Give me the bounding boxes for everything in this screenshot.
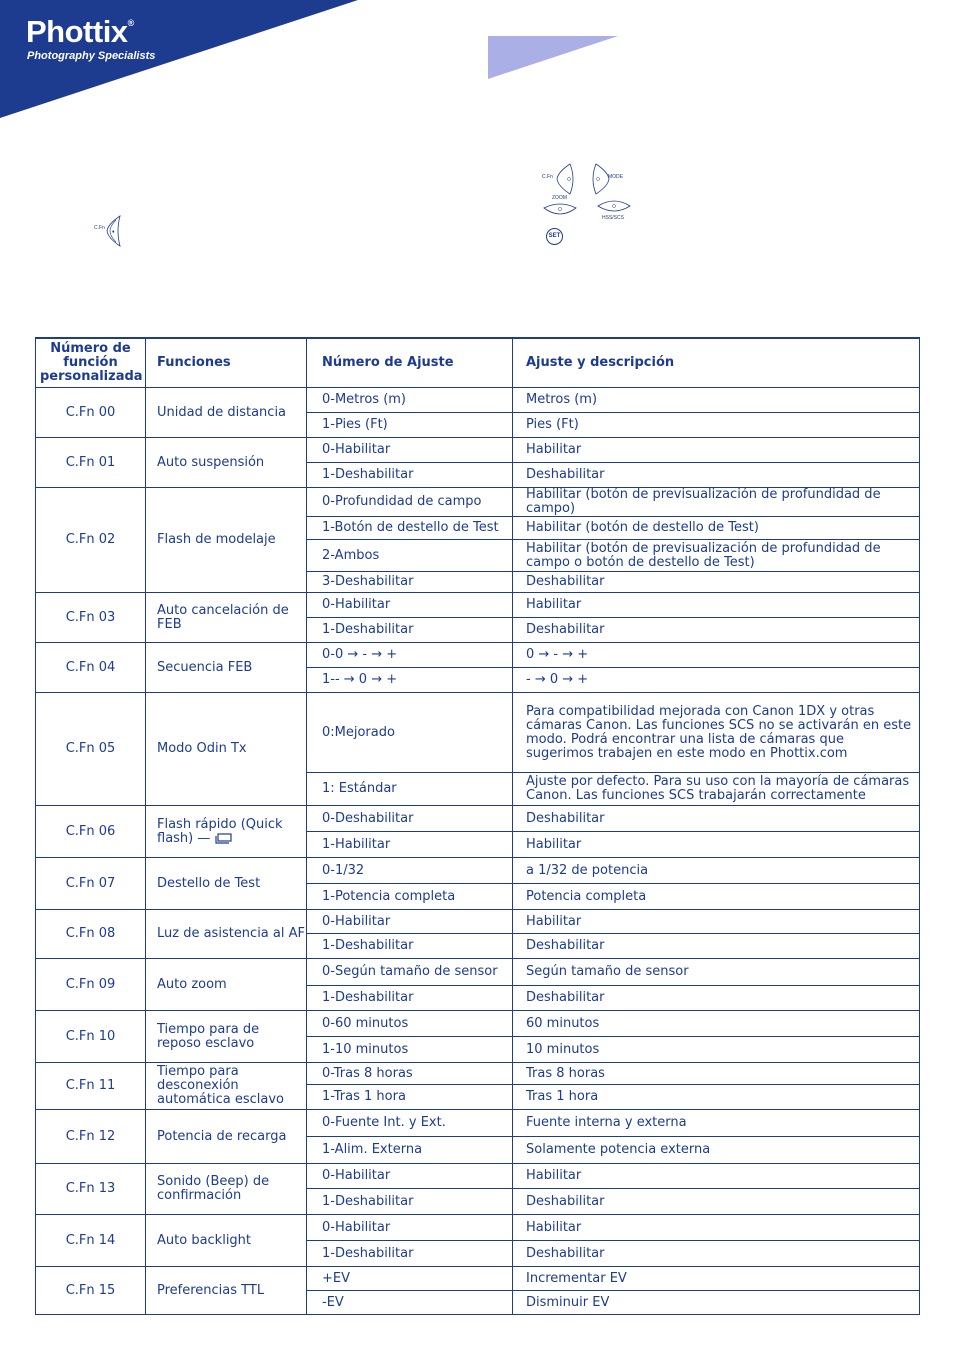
brand-tagline: Photography Specialists — [27, 50, 156, 62]
function-name — [146, 643, 307, 693]
setting-description: Fuente interna y externa — [513, 1110, 920, 1137]
setting-value: 1-Deshabilitar — [307, 618, 513, 643]
setting-description: Deshabilitar — [513, 618, 920, 643]
setting-value: 1-Deshabilitar — [307, 986, 513, 1011]
setting-description: Deshabilitar — [513, 1189, 920, 1215]
function-name — [146, 1011, 307, 1063]
setting-description: Pies (Ft) — [513, 413, 920, 438]
setting-value: 0-Habilitar — [307, 910, 513, 934]
function-number: C.Fn 13 — [36, 1164, 146, 1215]
function-name — [146, 593, 307, 643]
setting-value: 1-Alim. Externa — [307, 1137, 513, 1164]
function-name-text: Sonido (Beep) de confirmación — [157, 1174, 270, 1203]
function-number: C.Fn 01 — [36, 438, 146, 488]
function-name-text: Flash de modelaje — [157, 532, 276, 547]
function-name — [146, 1110, 307, 1164]
function-name — [146, 959, 307, 1011]
header-function: Funciones — [146, 338, 307, 388]
function-name — [146, 1164, 307, 1215]
function-name — [146, 1063, 307, 1110]
setting-value: 0-60 minutos — [307, 1011, 513, 1037]
setting-description: Habilitar (botón de previsualización de profundidad de campo) — [513, 488, 920, 517]
setting-description: Potencia completa — [513, 884, 920, 910]
table-row — [36, 438, 920, 463]
setting-value: 0-0 → - → + — [307, 643, 513, 668]
table-row — [36, 643, 920, 668]
setting-value: 1: Estándar — [307, 773, 513, 806]
left-arrow-button-icon — [94, 214, 128, 248]
setting-description: Deshabilitar — [513, 934, 920, 959]
function-name — [146, 806, 307, 858]
function-number: C.Fn 09 — [36, 959, 146, 1011]
setting-value: 0-Metros (m) — [307, 388, 513, 413]
setting-value: 1-Tras 1 hora — [307, 1085, 513, 1110]
function-number: C.Fn 05 — [36, 693, 146, 806]
setting-value: 1-Deshabilitar — [307, 463, 513, 488]
setting-value: 0-Fuente Int. y Ext. — [307, 1110, 513, 1137]
setting-description: Incrementar EV — [513, 1267, 920, 1291]
function-name-text: Auto cancelación de FEB — [157, 602, 289, 632]
setting-value: 1-Deshabilitar — [307, 1189, 513, 1215]
function-name-text: Luz de asistencia al AF — [157, 926, 305, 941]
function-number: C.Fn 08 — [36, 910, 146, 959]
function-name — [146, 438, 307, 488]
table-row — [36, 388, 920, 413]
setting-value: 0-Habilitar — [307, 1164, 513, 1189]
set-button-icon: SET — [546, 228, 563, 245]
table-row — [36, 593, 920, 618]
custom-functions-table — [35, 337, 920, 1315]
table-row — [36, 1267, 920, 1291]
setting-description: Solamente potencia externa — [513, 1137, 920, 1164]
quick-flash-icon — [214, 832, 234, 844]
zoom-key-icon — [542, 200, 578, 220]
header-setting: Número de Ajuste — [307, 338, 513, 388]
function-name — [146, 910, 307, 959]
function-name — [146, 1267, 307, 1315]
brand-logo: Phottix® — [26, 14, 134, 49]
function-name — [146, 858, 307, 910]
table-row — [36, 910, 920, 934]
table-row — [36, 1164, 920, 1189]
setting-description: 10 minutos — [513, 1037, 920, 1063]
function-name-text: Unidad de distancia — [157, 404, 287, 420]
setting-value: 0-Habilitar — [307, 438, 513, 463]
function-number: C.Fn 06 — [36, 806, 146, 858]
setting-description: Deshabilitar — [513, 806, 920, 832]
setting-value: 0-Según tamaño de sensor — [307, 959, 513, 986]
control-pad-illustration: C.Fn MODE ZOOM HSS/SCS SET — [540, 160, 640, 250]
function-name-text: Auto zoom — [157, 976, 227, 992]
setting-description: Tras 8 horas — [513, 1063, 920, 1085]
setting-description: Tras 1 hora — [513, 1085, 920, 1110]
setting-description: Habilitar — [513, 593, 920, 618]
function-name — [146, 488, 307, 593]
table-row — [36, 693, 920, 773]
setting-value: 1-Pies (Ft) — [307, 413, 513, 438]
function-number: C.Fn 04 — [36, 643, 146, 693]
function-name — [146, 388, 307, 438]
setting-value: 1-Deshabilitar — [307, 1241, 513, 1267]
decorative-wedge — [488, 36, 620, 80]
function-number: C.Fn 11 — [36, 1063, 146, 1110]
setting-value: 1-Potencia completa — [307, 884, 513, 910]
setting-description: Habilitar (botón de destello de Test) — [513, 517, 920, 540]
svg-text:♦: ♦ — [112, 229, 115, 235]
table-row — [36, 1110, 920, 1137]
function-number: C.Fn 03 — [36, 593, 146, 643]
setting-value: 2-Ambos — [307, 540, 513, 572]
function-number: C.Fn 00 — [36, 388, 146, 438]
setting-description: Deshabilitar — [513, 986, 920, 1011]
setting-value: 1-Habilitar — [307, 832, 513, 858]
setting-value: 0-Deshabilitar — [307, 806, 513, 832]
setting-description: - → 0 → + — [513, 668, 920, 693]
function-number: C.Fn 14 — [36, 1215, 146, 1267]
function-number: C.Fn 12 — [36, 1110, 146, 1164]
setting-description: Según tamaño de sensor — [513, 959, 920, 986]
function-number: C.Fn 15 — [36, 1267, 146, 1315]
table-row — [36, 806, 920, 832]
setting-description: Habilitar — [513, 1164, 920, 1189]
setting-value: 1-Deshabilitar — [307, 934, 513, 959]
setting-description: Disminuir EV — [513, 1291, 920, 1315]
setting-value: 0-Habilitar — [307, 593, 513, 618]
function-name-text: Auto backlight — [157, 1232, 252, 1248]
hss-key-icon — [596, 196, 632, 216]
setting-value: 0:Mejorado — [307, 693, 513, 773]
function-name-text: Tiempo para desconexión automática esclavo — [157, 1064, 284, 1107]
setting-description: Habilitar — [513, 910, 920, 934]
setting-description: Deshabilitar — [513, 1241, 920, 1267]
setting-description: 0 → - → + — [513, 643, 920, 668]
function-name-text: Secuencia FEB — [157, 659, 253, 675]
cfn-key-icon — [550, 162, 580, 196]
header-number: Número de función personalizada — [36, 338, 146, 388]
table-row — [36, 858, 920, 884]
function-number: C.Fn 07 — [36, 858, 146, 910]
function-name — [146, 693, 307, 806]
setting-value: -EV — [307, 1291, 513, 1315]
cfn-button-illustration: C.Fn ♦ — [94, 214, 128, 248]
function-name-text: Auto suspensión — [157, 454, 265, 470]
function-name-text: Tiempo para de reposo esclavo — [157, 1021, 260, 1051]
table-header-row — [36, 338, 920, 388]
function-name-text: Modo Odin Tx — [157, 741, 247, 756]
setting-description: Habilitar (botón de previsualización de profundidad de campo o botón de destello de Test) — [513, 540, 920, 572]
table-row — [36, 959, 920, 986]
setting-value: 0-Profundidad de campo — [307, 488, 513, 517]
setting-description: Ajuste por defecto. Para su uso con la mayoría de cámaras Canon. Las funciones SCS trabajarán correctamente — [513, 773, 920, 806]
setting-value: +EV — [307, 1267, 513, 1291]
setting-description: Habilitar — [513, 1215, 920, 1241]
setting-description: Habilitar — [513, 832, 920, 858]
table-row — [36, 1063, 920, 1085]
setting-value: 3-Deshabilitar — [307, 572, 513, 593]
function-number: C.Fn 02 — [36, 488, 146, 593]
table-row — [36, 1011, 920, 1037]
setting-value: 1-10 minutos — [307, 1037, 513, 1063]
setting-description: Para compatibilidad mejorada con Canon 1DX y otras cámaras Canon. Las funciones SCS no se activarán en este modo. Podrá encontrar una lista de cámaras que sugerimos trabajen en este modo en Phottix.com — [513, 693, 920, 773]
setting-value: 1-Botón de destello de Test — [307, 517, 513, 540]
setting-value: 0-1/32 — [307, 858, 513, 884]
setting-description: 60 minutos — [513, 1011, 920, 1037]
function-name-text: Preferencias TTL — [157, 1282, 265, 1298]
setting-description: a 1/32 de potencia — [513, 858, 920, 884]
setting-description: Metros (m) — [513, 388, 920, 413]
function-name-text: Destello de Test — [157, 875, 261, 891]
setting-description: Deshabilitar — [513, 463, 920, 488]
setting-value: 0-Habilitar — [307, 1215, 513, 1241]
setting-description: Deshabilitar — [513, 572, 920, 593]
function-name-text: Flash rápido (Quick flash) — — [157, 816, 283, 846]
setting-value: 0-Tras 8 horas — [307, 1063, 513, 1085]
setting-value: 1-- → 0 → + — [307, 668, 513, 693]
header-description: Ajuste y descripción — [513, 338, 920, 388]
function-name — [146, 1215, 307, 1267]
function-name-text: Potencia de recarga — [157, 1128, 287, 1144]
setting-description: Habilitar — [513, 438, 920, 463]
table-row — [36, 488, 920, 517]
function-number: C.Fn 10 — [36, 1011, 146, 1063]
table-row — [36, 1215, 920, 1241]
